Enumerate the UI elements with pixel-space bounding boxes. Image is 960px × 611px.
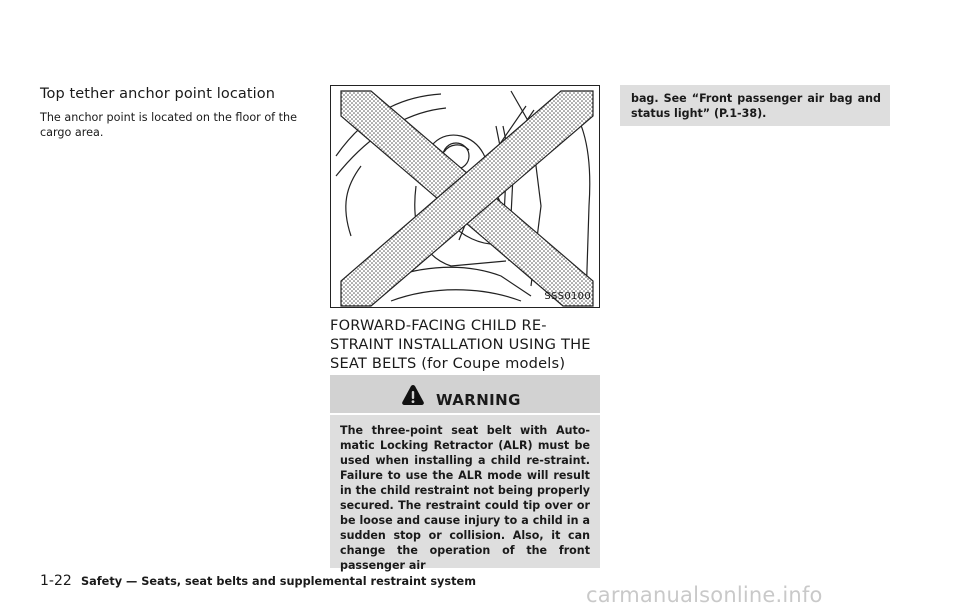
figure-code: SSS0100 xyxy=(544,291,591,302)
warning-triangle-icon xyxy=(401,383,425,407)
illustration-drawing xyxy=(331,86,600,308)
section-heading xyxy=(330,316,610,373)
warning-label: WARNING xyxy=(436,391,521,409)
section-title-top-tether: Top tether anchor point location xyxy=(40,86,276,102)
warning-text: The three-point seat belt with Auto-matic Locking Retractor (ALR) must be used when installing a child re-straint. Failure to use the ALR mode will result in the child restraint not being properly secured. The restraint could tip over or be loose and cause injury to a child in a sudden stop or collision. Also, it can change the operation of the front passenger air xyxy=(340,424,590,572)
site-watermark: carmanualsonline.info xyxy=(586,583,823,607)
section-heading-text: FORWARD-FACING CHILD RE- STRAINT INSTALLATION USING THE SEAT BELTS (for Coupe models) xyxy=(330,317,591,372)
chapter-title: Safety — Seats, seat belts and supplemental restraint system xyxy=(81,575,476,588)
child-seat-illustration xyxy=(330,85,600,308)
page-number: 1-22 xyxy=(40,573,72,589)
anchor-description: The anchor point is located on the floor of the cargo area. xyxy=(40,111,298,139)
warning-continuation-text: bag. See “Front passenger air bag and status light” (P.1-38). xyxy=(631,92,881,120)
